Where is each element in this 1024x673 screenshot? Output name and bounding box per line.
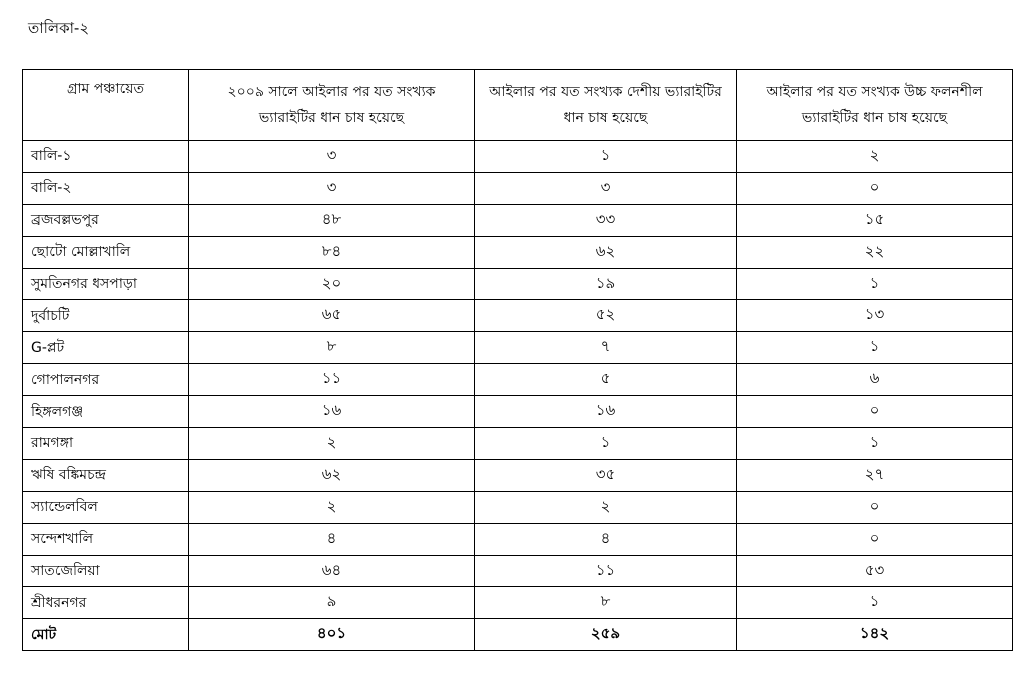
cell-total-varieties: ৮ bbox=[189, 332, 475, 364]
cell-total-varieties: ১৬ bbox=[189, 396, 475, 428]
table-row bbox=[23, 172, 1013, 204]
cell-total-varieties: ১১ bbox=[189, 364, 475, 396]
table-row bbox=[23, 523, 1013, 555]
cell-high-yield-varieties: ১৩ bbox=[737, 300, 1013, 332]
cell-native-varieties: ৮ bbox=[475, 587, 737, 619]
header-high-yield-varieties: আইলার পর যত সংখ্যক উচ্চ ফলনশীল ভ্যারাইটির ধান চাষ হয়েছে bbox=[737, 70, 1013, 141]
table-row bbox=[23, 459, 1013, 491]
cell-native-varieties: ১ bbox=[475, 141, 737, 173]
cell-panchayat: সুমতিনগর ধসপাড়া bbox=[23, 268, 189, 300]
table-caption: তালিকা-২ bbox=[28, 19, 90, 37]
cell-total-varieties: ৬২ bbox=[189, 459, 475, 491]
cell-panchayat: স্যান্ডেলবিল bbox=[23, 491, 189, 523]
cell-high-yield-varieties: ১৫ bbox=[737, 204, 1013, 236]
table-row bbox=[23, 300, 1013, 332]
cell-high-yield-varieties: ০ bbox=[737, 491, 1013, 523]
cell-native-varieties: ৭ bbox=[475, 332, 737, 364]
header-row bbox=[23, 70, 1013, 141]
cell-native-varieties: ৩ bbox=[475, 172, 737, 204]
cell-total-varieties: ৩ bbox=[189, 172, 475, 204]
total-high-yield-varieties: ১৪২ bbox=[737, 619, 1013, 651]
cell-native-varieties: ১ bbox=[475, 428, 737, 460]
cell-high-yield-varieties: ১ bbox=[737, 332, 1013, 364]
cell-panchayat: G-প্লট bbox=[23, 332, 189, 364]
table-row bbox=[23, 268, 1013, 300]
cell-panchayat: হিঙ্গলগঞ্জ bbox=[23, 396, 189, 428]
total-row bbox=[23, 619, 1013, 651]
cell-native-varieties: ৩৫ bbox=[475, 459, 737, 491]
cell-native-varieties: ১৬ bbox=[475, 396, 737, 428]
cell-high-yield-varieties: ২২ bbox=[737, 236, 1013, 268]
cell-panchayat: বালি-১ bbox=[23, 141, 189, 173]
cell-total-varieties: ৬৪ bbox=[189, 555, 475, 587]
table-row bbox=[23, 555, 1013, 587]
cell-panchayat: ব্রজবল্লভপুর bbox=[23, 204, 189, 236]
data-table bbox=[22, 69, 1013, 651]
header-native-varieties: আইলার পর যত সংখ্যক দেশীয় ভ্যারাইটির ধান চাষ হয়েছে bbox=[475, 70, 737, 141]
table-row bbox=[23, 236, 1013, 268]
cell-high-yield-varieties: ০ bbox=[737, 523, 1013, 555]
cell-high-yield-varieties: ১ bbox=[737, 268, 1013, 300]
cell-high-yield-varieties: ০ bbox=[737, 172, 1013, 204]
cell-native-varieties: ৬২ bbox=[475, 236, 737, 268]
header-total-varieties: ২০০৯ সালে আইলার পর যত সংখ্যক ভ্যারাইটির ধান চাষ হয়েছে bbox=[189, 70, 475, 141]
cell-panchayat: ঋষি বঙ্কিমচন্দ্র bbox=[23, 459, 189, 491]
table-row bbox=[23, 428, 1013, 460]
cell-native-varieties: ৪ bbox=[475, 523, 737, 555]
cell-panchayat: শ্রীধরনগর bbox=[23, 587, 189, 619]
cell-total-varieties: ৪৮ bbox=[189, 204, 475, 236]
header-panchayat: গ্রাম পঞ্চায়েত bbox=[23, 70, 189, 141]
cell-panchayat: সন্দেশখালি bbox=[23, 523, 189, 555]
cell-high-yield-varieties: ৬ bbox=[737, 364, 1013, 396]
table-body bbox=[23, 141, 1013, 651]
cell-native-varieties: ৫ bbox=[475, 364, 737, 396]
cell-high-yield-varieties: ১ bbox=[737, 587, 1013, 619]
table-row bbox=[23, 587, 1013, 619]
cell-native-varieties: ১৯ bbox=[475, 268, 737, 300]
cell-high-yield-varieties: ৫৩ bbox=[737, 555, 1013, 587]
cell-native-varieties: ১১ bbox=[475, 555, 737, 587]
table-row bbox=[23, 396, 1013, 428]
cell-high-yield-varieties: ০ bbox=[737, 396, 1013, 428]
cell-total-varieties: ৪ bbox=[189, 523, 475, 555]
total-native-varieties: ২৫৯ bbox=[475, 619, 737, 651]
cell-high-yield-varieties: ২ bbox=[737, 141, 1013, 173]
cell-native-varieties: ৩৩ bbox=[475, 204, 737, 236]
cell-panchayat: সাতজেলিয়া bbox=[23, 555, 189, 587]
table-row bbox=[23, 141, 1013, 173]
table-row bbox=[23, 204, 1013, 236]
cell-total-varieties: ২ bbox=[189, 428, 475, 460]
table-row bbox=[23, 332, 1013, 364]
total-total-varieties: ৪০১ bbox=[189, 619, 475, 651]
cell-total-varieties: ৩ bbox=[189, 141, 475, 173]
cell-panchayat: বালি-২ bbox=[23, 172, 189, 204]
table-row bbox=[23, 364, 1013, 396]
cell-native-varieties: ২ bbox=[475, 491, 737, 523]
cell-total-varieties: ৯ bbox=[189, 587, 475, 619]
cell-high-yield-varieties: ২৭ bbox=[737, 459, 1013, 491]
cell-panchayat: রামগঙ্গা bbox=[23, 428, 189, 460]
table-row bbox=[23, 491, 1013, 523]
cell-panchayat: গোপালনগর bbox=[23, 364, 189, 396]
cell-total-varieties: ২ bbox=[189, 491, 475, 523]
cell-native-varieties: ৫২ bbox=[475, 300, 737, 332]
cell-high-yield-varieties: ১ bbox=[737, 428, 1013, 460]
cell-total-varieties: ৮৪ bbox=[189, 236, 475, 268]
total-label: মোট bbox=[23, 619, 189, 651]
cell-panchayat: দুর্বাচটি bbox=[23, 300, 189, 332]
cell-total-varieties: ৬৫ bbox=[189, 300, 475, 332]
cell-total-varieties: ২০ bbox=[189, 268, 475, 300]
cell-panchayat: ছোটো মোল্লাখালি bbox=[23, 236, 189, 268]
